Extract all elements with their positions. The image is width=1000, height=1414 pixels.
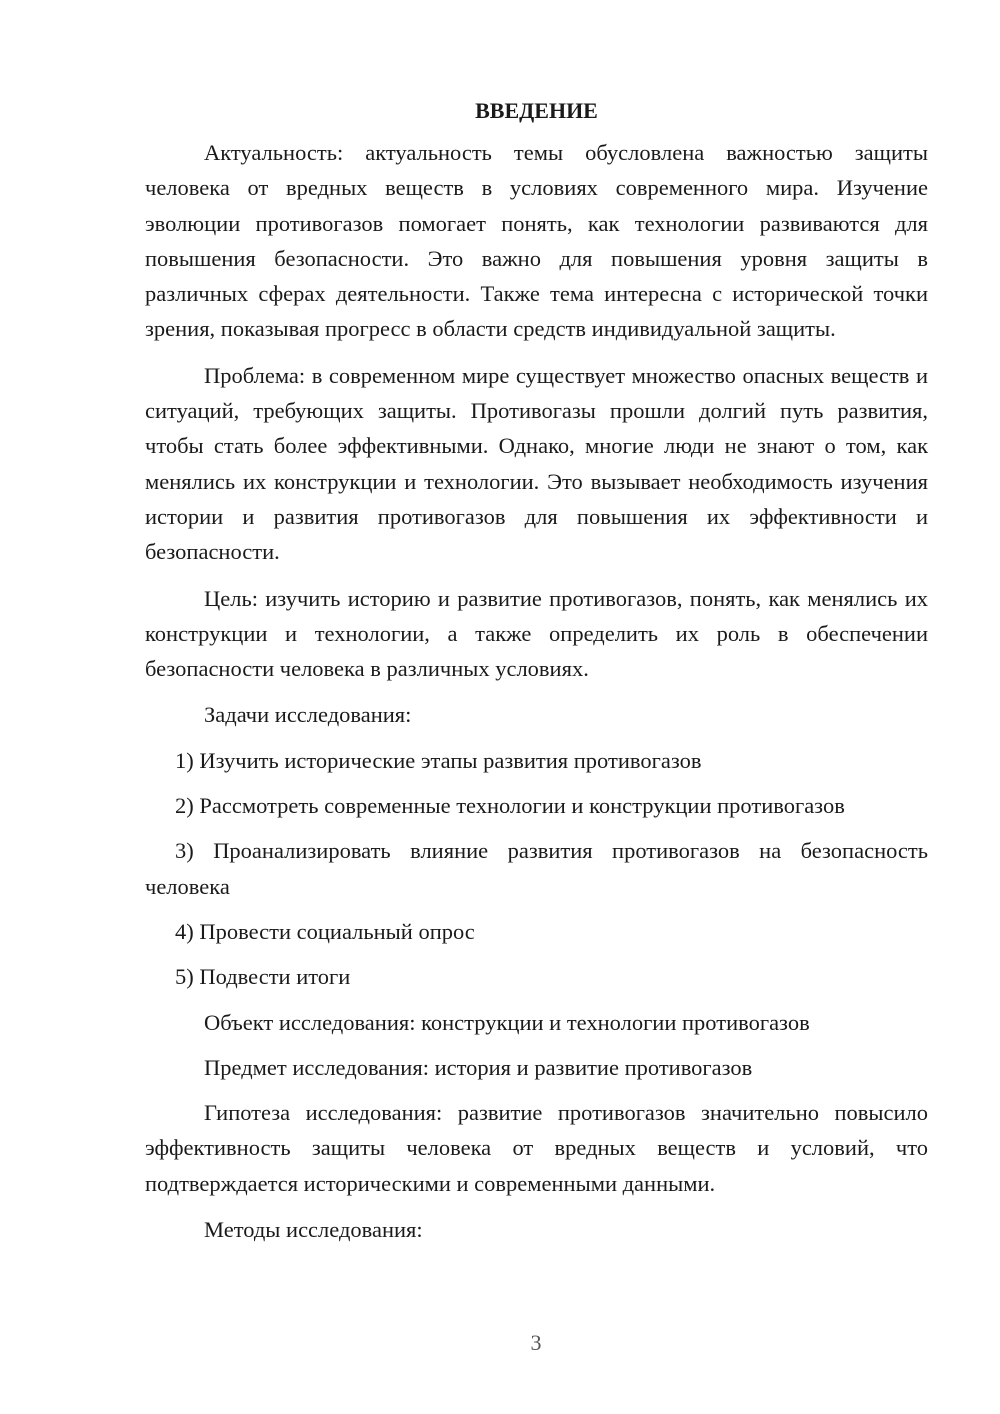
task-item: 1) Изучить исторические этапы развития противогазов bbox=[175, 747, 702, 773]
task-item: 2) Рассмотреть современные технологии и конструкции противогазов bbox=[175, 793, 845, 819]
task-item: 3) Проанализировать влияние развития противогазов на безопасность человека bbox=[145, 838, 928, 899]
subject-paragraph: Предмет исследования: история и развитие противогазов bbox=[204, 1054, 753, 1080]
task-item: 5) Подвести итоги bbox=[175, 964, 351, 990]
document-page bbox=[145, 96, 928, 1258]
hypothesis-paragraph: Гипотеза исследования: развитие противогазов значительно повысило эффективность защиты человека от вредных веществ и условий, что подтверждается историческими и современными данными. bbox=[145, 1100, 928, 1196]
problem-paragraph: Проблема: в современном мире существует множество опасных веществ и ситуаций, требующих защиты. Противогазы прошли долгий путь развития, чтобы стать более эффективными. Однако, многие люди не знают о том, как менялись их конструкции и технологии. Это вызывает необходимость изучения истории и развития противогазов для повышения их эффективности и безопасности. bbox=[145, 362, 928, 565]
section-title: ВВЕДЕНИЕ bbox=[475, 98, 598, 123]
tasks-heading: Задачи исследования: bbox=[204, 702, 412, 728]
goal-paragraph: Цель: изучить историю и развитие противогазов, понять, как менялись их конструкции и технологии, а также определить их роль в обеспечении безопасности человека в различных условиях. bbox=[145, 585, 928, 682]
task-item: 4) Провести социальный опрос bbox=[175, 918, 475, 944]
object-paragraph: Объект исследования: конструкции и технологии противогазов bbox=[204, 1009, 810, 1035]
page-number: 3 bbox=[530, 1330, 542, 1355]
relevance-paragraph: Актуальность: актуальность темы обусловлена важностью защиты человека от вредных веществ в условиях современного мира. Изучение эволюции противогазов помогает понять, как технологии развиваются для повышения безопасности. Это важно для повышения уровня защиты в различных сферах деятельности. Также тема интересна с исторической точки зрения, показывая прогресс в области средств индивидуальной защиты. bbox=[145, 140, 928, 342]
methods-heading: Методы исследования: bbox=[204, 1217, 423, 1243]
